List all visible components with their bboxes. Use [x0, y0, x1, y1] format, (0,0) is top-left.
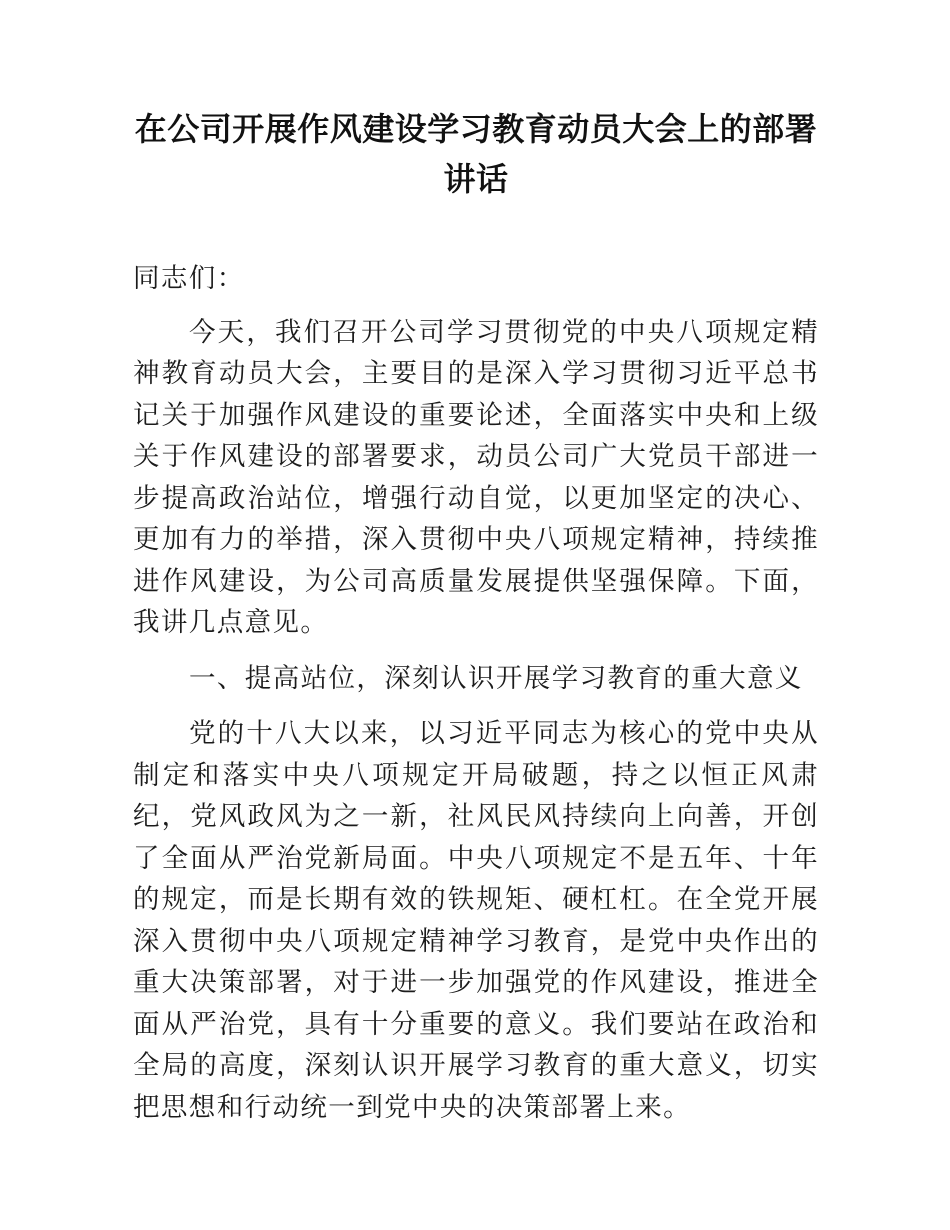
paragraph-opening: 今天，我们召开公司学习贯彻党的中央八项规定精神教育动员大会，主要目的是深入学习贯彻习近平总书记关于加强作风建设的重要论述，全面落实中央和上级关于作风建设的部署要求，动员公司广大党员干部进一步提高政治站位，增强行动自觉，以更加坚定的决心、更加有力的举措，深入贯彻中央八项规定精神，持续推进作风建设，为公司高质量发展提供坚强保障。下面，我讲几点意见。 — [133, 316, 819, 638]
section-heading-one: 一、提高站位，深刻认识开展学习教育的重大意义 — [189, 662, 803, 694]
paragraph-section-one-body: 党的十八大以来，以习近平同志为核心的党中央从制定和落实中央八项规定开局破题，持之以恒正风肃纪，党风政风为之一新，社风民风持续向上向善，开创了全面从严治党新局面。中央八项规定不是五年、十年的规定，而是长期有效的铁规矩、硬杠杠。在全党开展深入贯彻中央八项规定精神学习教育，是党中央作出的重大决策部署，对于进一步加强党的作风建设，推进全面从严治党，具有十分重要的意义。我们要站在政治和全局的高度，深刻认识开展学习教育的重大意义，切实把思想和行动统一到党中央的决策部署上来。 — [133, 718, 819, 1123]
salutation-line: 同志们： — [133, 263, 245, 294]
document-content-area — [133, 0, 819, 1128]
page-title: 在公司开展作风建设学习教育动员大会上的部署讲话 — [134, 111, 818, 197]
document-body — [133, 258, 819, 1128]
